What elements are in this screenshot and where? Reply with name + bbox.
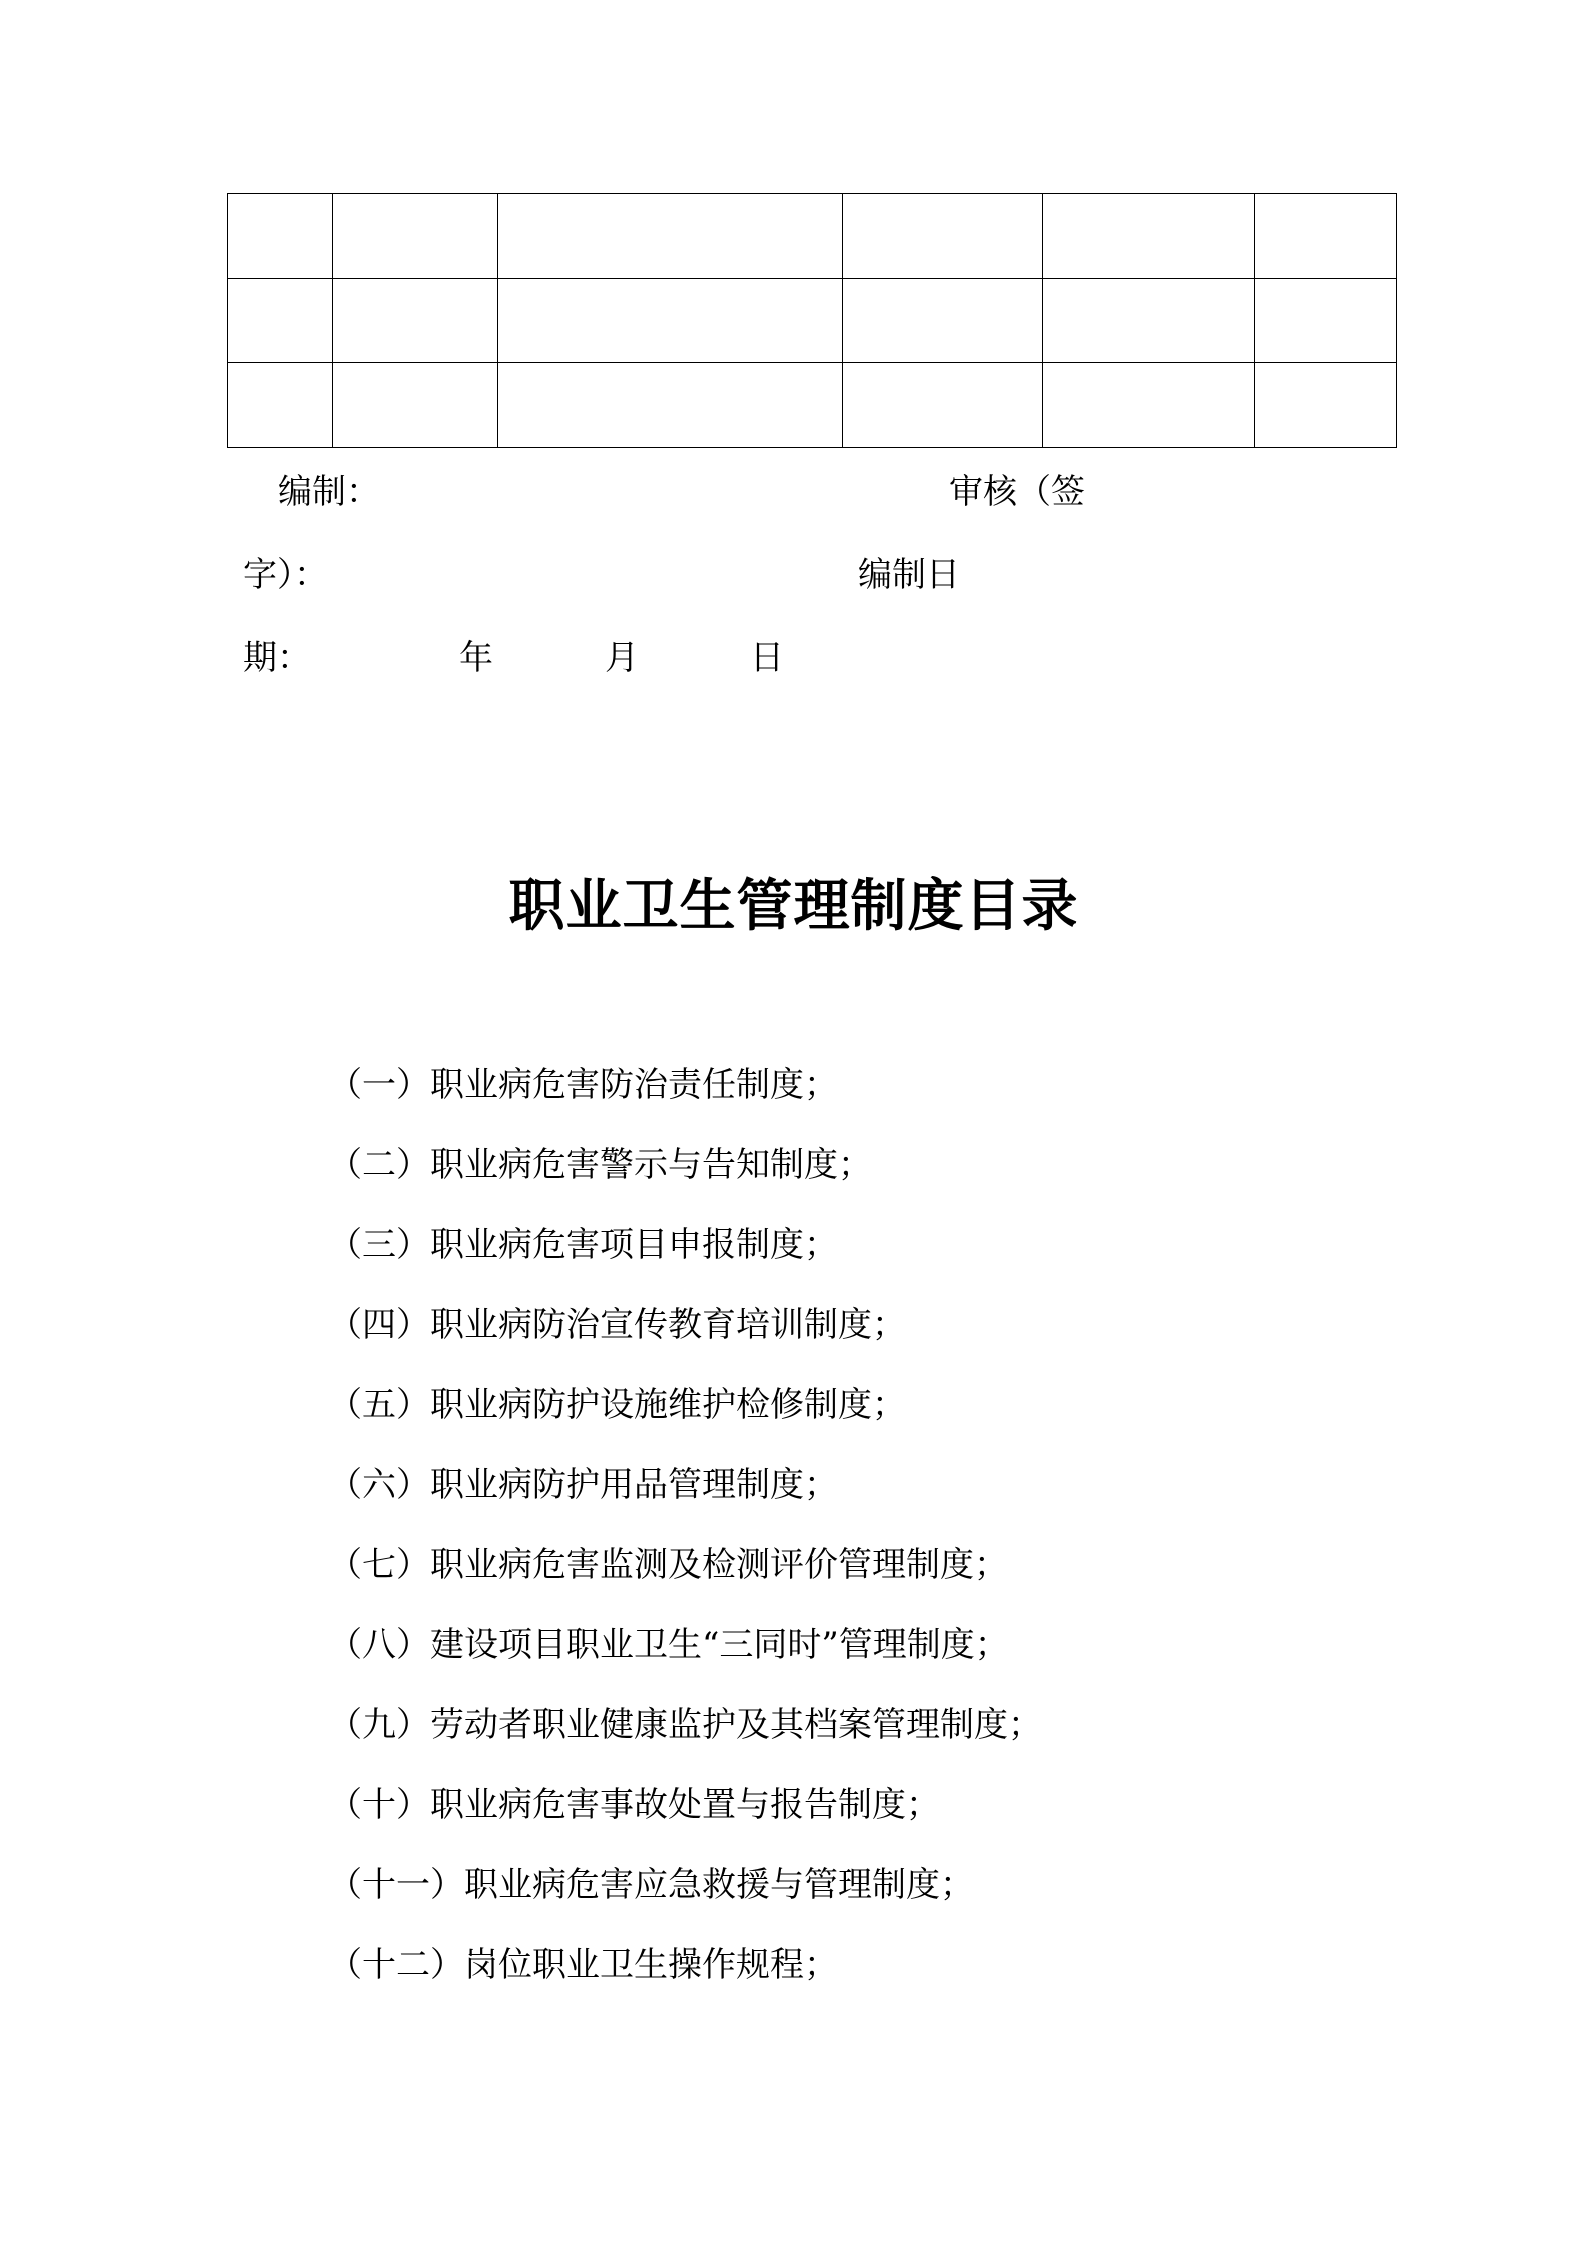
table-cell — [1255, 194, 1397, 279]
year-label: 年 — [459, 638, 493, 678]
toc-item: （六）职业病防护用品管理制度； — [328, 1465, 838, 1505]
toc-item: （八）建设项目职业卫生“三同时”管理制度； — [328, 1625, 1009, 1665]
date-label-part1: 编制日 — [858, 555, 960, 595]
toc-list — [328, 1055, 1042, 2015]
table-cell — [228, 363, 333, 448]
page-title: 职业卫生管理制度目录 — [508, 874, 1079, 939]
table-cell — [228, 194, 333, 279]
toc-item: （三）职业病危害项目申报制度； — [328, 1225, 838, 1265]
toc-item: （十）职业病危害事故处置与报告制度； — [328, 1785, 940, 1825]
reviewer-label-part2: 字）： — [243, 555, 328, 595]
table-cell — [498, 363, 843, 448]
toc-item: （十二）岗位职业卫生操作规程； — [328, 1945, 838, 1985]
date-label-part2: 期： — [243, 638, 311, 678]
table-cell — [843, 278, 1043, 363]
table-row — [228, 278, 1397, 363]
table-row — [228, 363, 1397, 448]
table-cell — [333, 278, 498, 363]
toc-item: （一）职业病危害防治责任制度； — [328, 1065, 838, 1105]
record-table — [227, 193, 1397, 448]
table-cell — [1043, 278, 1255, 363]
table-cell — [1255, 278, 1397, 363]
table-cell — [843, 194, 1043, 279]
toc-item: （十一）职业病危害应急救援与管理制度； — [328, 1865, 974, 1905]
prepared-by-label: 编制： — [278, 472, 380, 512]
toc-item: （九）劳动者职业健康监护及其档案管理制度； — [328, 1705, 1042, 1745]
table-cell — [498, 194, 843, 279]
table-cell — [333, 194, 498, 279]
table-row — [228, 194, 1397, 279]
month-label: 月 — [605, 638, 639, 678]
reviewer-label-part1: 审核（签 — [949, 472, 1085, 512]
table-cell — [1043, 363, 1255, 448]
table-cell — [1043, 194, 1255, 279]
day-label: 日 — [750, 638, 784, 678]
table-cell — [228, 278, 333, 363]
table-cell — [1255, 363, 1397, 448]
table-cell — [843, 363, 1043, 448]
toc-item: （二）职业病危害警示与告知制度； — [328, 1145, 872, 1185]
toc-item: （五）职业病防护设施维护检修制度； — [328, 1385, 906, 1425]
toc-item: （四）职业病防治宣传教育培训制度； — [328, 1305, 906, 1345]
table-cell — [498, 278, 843, 363]
table-cell — [333, 363, 498, 448]
toc-item: （七）职业病危害监测及检测评价管理制度； — [328, 1545, 1008, 1585]
